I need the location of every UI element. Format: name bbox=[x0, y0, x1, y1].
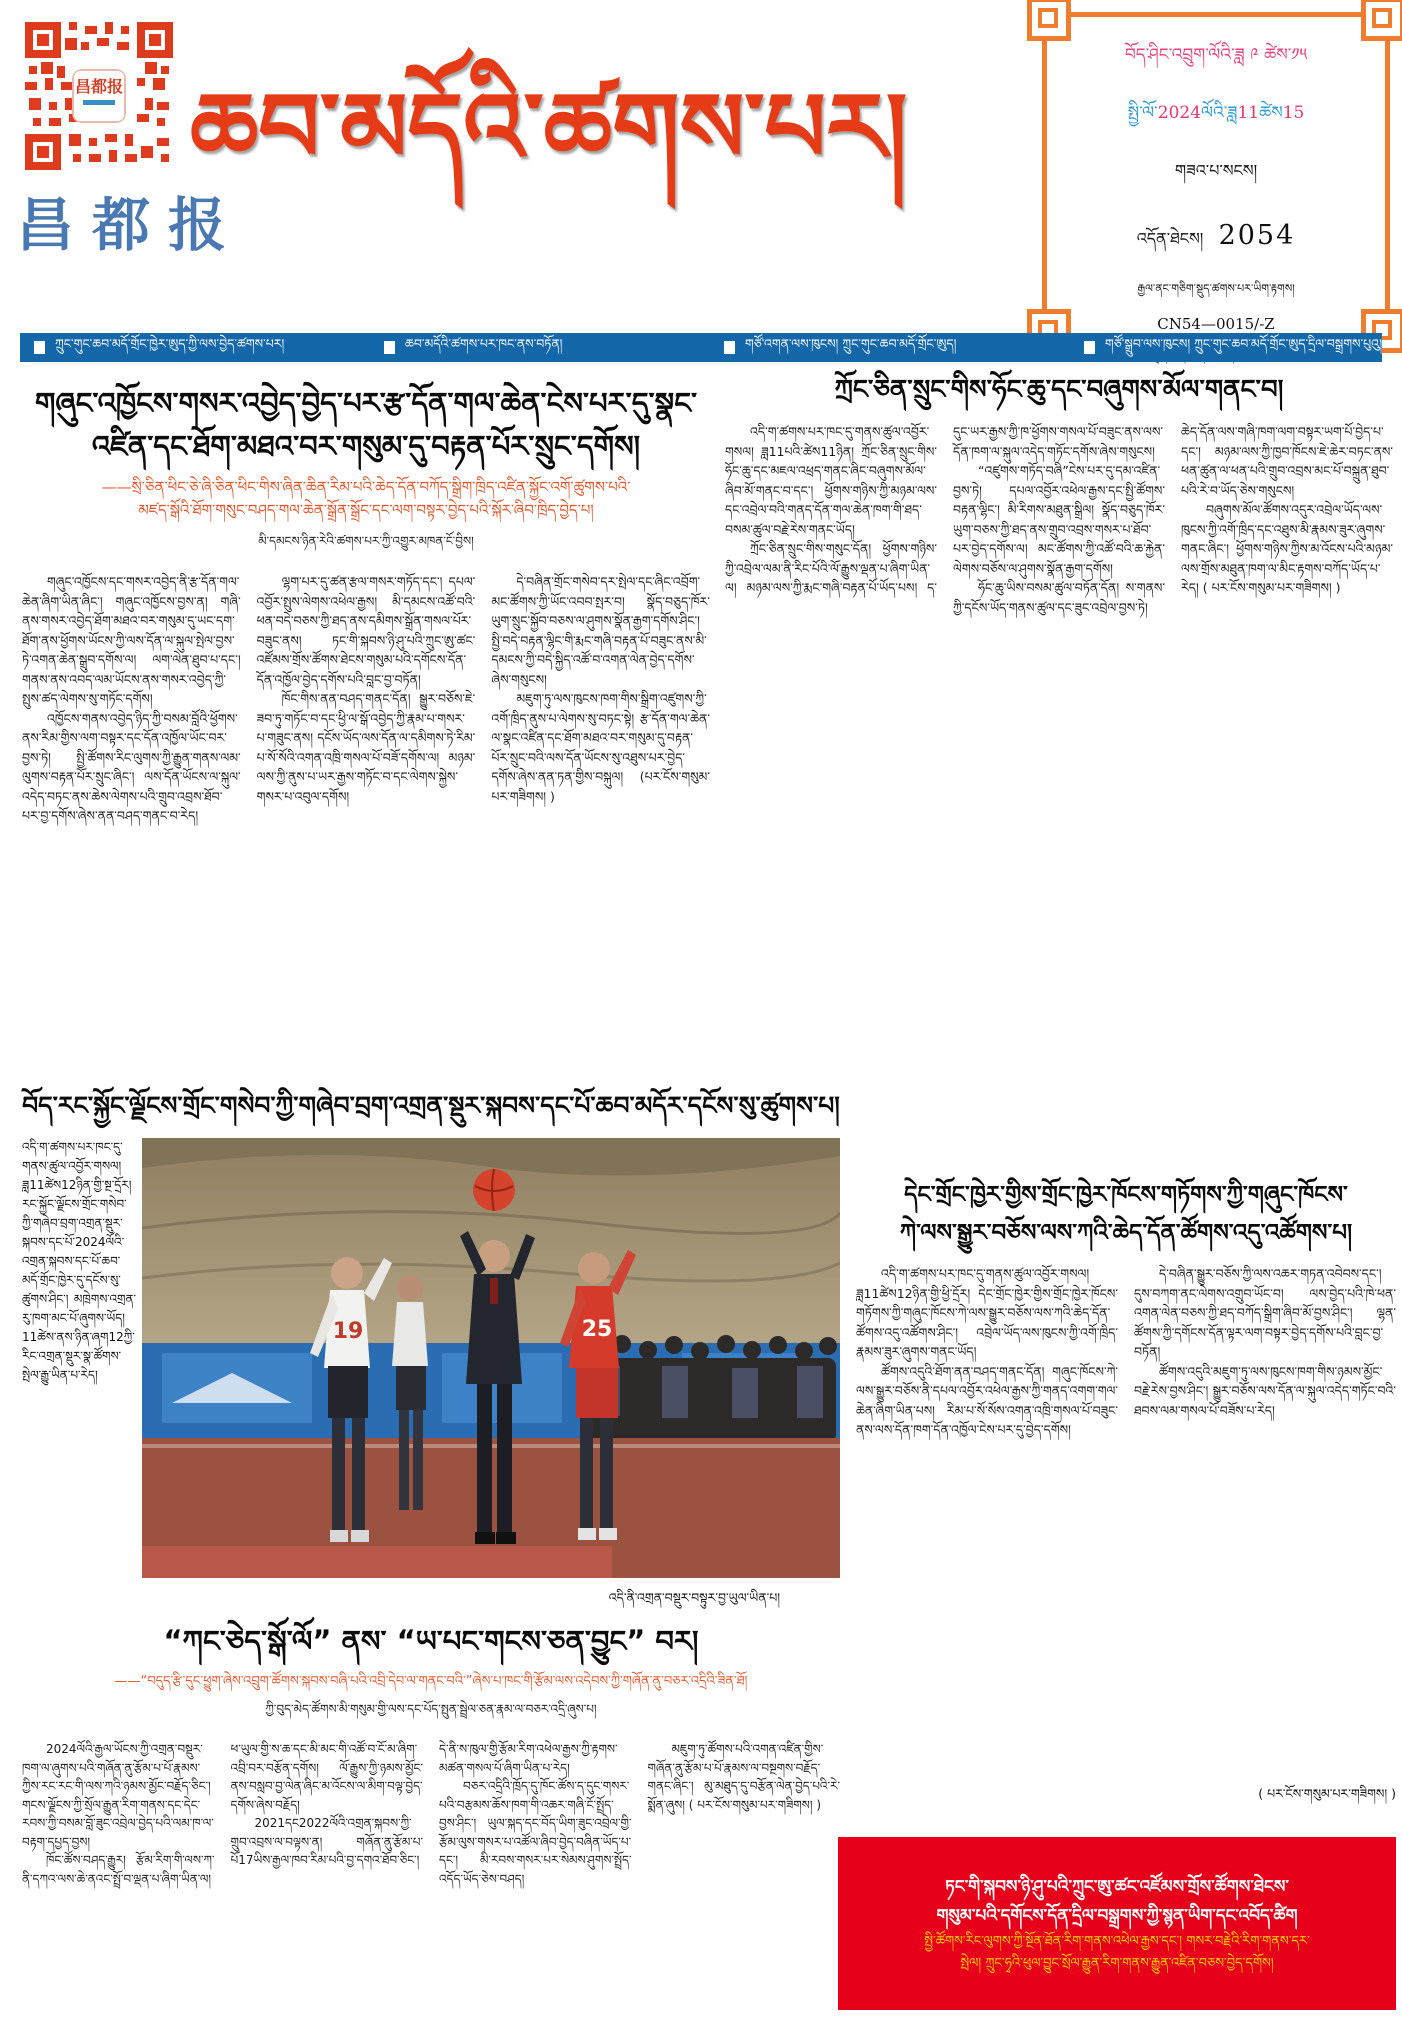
cn-serial-number: CN54—0015/-Z bbox=[1157, 315, 1275, 333]
article-lead-headline: གཞུང་འཁྱོངས་གསར་འབྱེད་བྱེད་པར་རྩ་དོན་གལ་ཆེན་ངེས་པར་དུ་སྣང་ འཛིན་དང་ཐོག་མཐའ་བར་གསུམ་དུ་བརྟན་པོར་སྲུང་དགོས། bbox=[34, 386, 698, 463]
article-meeting bbox=[725, 370, 1393, 1112]
photo-caption: འདི་ནི་འགྲན་བསྡུར་བསྟུར་བྱ་ཡུལ་ཡིན་པ། bbox=[608, 1590, 780, 1605]
article-reform bbox=[856, 1176, 1396, 1815]
article-meeting-body bbox=[725, 422, 1393, 1112]
square-bullet-icon bbox=[34, 341, 45, 354]
article-basketball-intro: འདི་ག་ཚགས་པར་ཁང་དུ་གནས་ཚུལ་འབྱོར་གསལ། ཟླ11ཚེས12ཉིན་གྱི་སྔ་དྲོར། རང་སྐྱོང་ལྗོངས་གྲོང་གསེབ་ཀྱི་གཞེབ་བྲག་འགྲན་སྡུར་སྐབས་དང་པོ་2024ལོའི་འགྲན་སྐབས་དང་པོ་ཆབ་མདོ་གྲོང་ཁྱེར་དུ་དངོས་སུ་ཚུགས་ཤིང་། མཁྲེགས་འགྲན་རུ་ཁག་མང་པོ་ཞུགས་ཡོད། 11ཚེས་ནས་ཉིན་ཞག12ཀྱི་རིང་འགྲན་སྡུར་སྣ་ཚོགས་སྤེལ་རྒྱུ་ཡིན་པ་རེད། bbox=[22, 1140, 136, 1382]
svg-text:19: 19 bbox=[332, 1319, 364, 1344]
svg-text:25: 25 bbox=[581, 1317, 613, 1342]
frame-corner-ornament bbox=[1027, 0, 1071, 41]
frame-corner-ornament bbox=[1361, 0, 1402, 41]
body-paragraph: འདི་ག་ཚགས་པར་ཁང་དུ་གནས་ཚུལ་འབྱོར་གསལ། ཟླ11པའི་ཚེས11ཉིན། ཀྲོང་ཅིན་སྲུང་གིས་ཧོང་ཆུ་དང་མཇལ་འཕྲད་གནང་ཞིང་བཞུགས་མོལ་ཞིབ་མོ་གནང་བ་དང་། ཕྱོགས་གཉིས་ཀྱི་མཉམ་ལས་དང་འབྲེལ་བའི་གནད་དོན་གལ་ཆེན་ཁག་གི་ཐད་བསམ་ཚུལ་བརྗེ་རེས་གནང་ཡོད། bbox=[725, 424, 937, 537]
slogan-line: སྤེལ། ཀྲུང་ཧྭའི་ཕུལ་བྱུང་སྲོལ་རྒྱུན་རིག་གནས་རྒྱུན་འཛིན་བཅས་བྱེད་དགོས། bbox=[960, 1955, 1274, 1971]
gregorian-date: སྤྱི་ལོ་2024ལོའི་ཟླ11ཚེས15 bbox=[1127, 103, 1305, 123]
body-paragraph: གཞུང་འཁྱོངས་དང་གསར་འབྱེད་ནི་རྩ་དོན་གལ་ཆེན་ཞིག་ཡིན་ཞིང་། གཞུང་འཁྱོངས་བྱས་ན། གཞི་ནས་གསར་འབྱེད་ཐོག་མཐའ་བར་གསུམ་དུ་ཡང་དག་ཐོག་ནས་ཕྱོགས་ཡོངས་ཀྱི་ལས་དོན་ལ་སྐུལ་སྤེལ་བྱས་ཏེ་འགན་ཆེན་སྒྲུབ་དགོས་ལ། ལག་ལེན་ཐུབ་པ་དང་། གནས་ནས་འབད་ལམ་ཡོངས་ནས་གསར་འབྱེད་ཀྱི་སྤུས་ཚད་ལེགས་སུ་གཏོང་དགོས། bbox=[22, 574, 241, 706]
slogan-line: སྤྱི་ཚོགས་རིང་ལུགས་ཀྱི་སྔོན་ཐོན་རིག་གནས་འཕེལ་རྒྱས་དང་། གསར་བརྗེའི་རིག་གནས་དར་ bbox=[924, 1933, 1310, 1949]
qr-center-label: 昌都报 bbox=[74, 77, 124, 96]
tibetan-calendar-date: བོད་ཤིང་འབྲུག་ལོའི་ཟླ ༩ ཚེས་༡༥ bbox=[1124, 45, 1308, 65]
slogan-line: གསུམ་པའི་དགོངས་དོན་དྲིལ་བསྒྲགས་ཀྱི་སྙན་ཡིག་དང་འབོད་ཚིག bbox=[936, 1905, 1298, 1926]
issue-number: འདོན་ཐེངས། 2054 bbox=[1136, 220, 1296, 251]
article-interview-headline: “ཀང་ཅེད་སྒོ་ལོ” ནས་ “ཡ་པང་གངས་ཅན་བྱུང” བར། bbox=[163, 1624, 699, 1658]
body-paragraph: ཁོང་ཚོས་བཤད་རྒྱུར། རྩོམ་རིག་གི་ལས་ཀ་ནི་དཀའ་ལས་ཆེ་ནའང་སྤྲོ་བ་ལྡན་པ་ཞིག་ཡིན་ལ། ཕ་ཡུལ་གྱི་ས་ཆ་དང་མི་མང་གི་འཚོ་བ་ངོ་མ་ཞིག་འབྲི་བར་བརྩོན་དགོས། ལོ་རྒྱུས་ཀྱི་ཉམས་མྱོང་ནས་བསླབ་བྱ་ལེན་ཞིང་མ་འོངས་ལ་མིག་བལྟ་བྱེད་དགོས་ཞེས་བརྗོད། bbox=[22, 1742, 423, 1886]
body-paragraph: 2024ལོའི་རྒྱལ་ཡོངས་ཀྱི་འགྲན་བསྡུར་ཁག་ལ་ཞུགས་པའི་གཞོན་ནུ་རྩོམ་པ་པོ་རྣམས་ཀྱིས་རང་རང་གི་ལས་ཀའི་ཉམས་མྱོང་བརྗོད་ཅིང་། གངས་ལྗོངས་ཀྱི་སྲོལ་རྒྱུན་རིག་གནས་དང་དེང་རབས་ཀྱི་བསམ་བློ་ཟུང་འབྲེལ་བྱེད་པའི་ལམ་ཁ་ལ་བརྟག་དཔྱད་བྱས། bbox=[22, 1742, 214, 1849]
body-paragraph: འཁྱོངས་གནས་འབྱེད་ཉིད་ཀྱི་བསམ་བློའི་ཕྱོགས་ནས་རིམ་གྱིས་ལག་བསྟར་དང་དོན་འཁྱོལ་ཡོང་བར་བྱས་ཏེ། སྤྱི་ཚོགས་རིང་ལུགས་ཀྱི་རྒྱུན་གནས་ལམ་ལུགས་བརྟན་པོར་སྲུང་ཞིང་། ལས་དོན་ཡོངས་ལ་སྐུལ་འདེད་བཏང་ནས་ཆེས་ལེགས་པའི་གྲུབ་འབྲས་ཐོབ་པར་བྱ་དགོས་ཞེས་ནན་བཤད་གནང་བ་རེད། bbox=[22, 710, 241, 823]
slogan-line: ཏང་གི་སྐབས་ཉི་ཤུ་པའི་ཀྲུང་ཨུ་ཚང་འཛོམས་གྲོས་ཚོགས་ཐེངས་ bbox=[945, 1876, 1289, 1897]
body-paragraph: ཁོང་གིས་ནན་བཤད་གནང་དོན། སྒྱུར་བཅོས་ཇེ་ཟབ་ཏུ་གཏོང་བ་དང་ཕྱི་ལ་སྒོ་འབྱེད་ཀྱི་རྣམ་པ་གསར་པ་གཟུང་ནས། དངོས་ཡོད་ལས་དོན་ལ་དམིགས་ཏེ་རིམ་པ་སོ་སོའི་འགན་འཁྲི་གསལ་པོ་བཟོ་དགོས་ལ། མཉམ་ལས་ཀྱི་ནུས་པ་ཡར་རྒྱས་གཏོང་བ་དང་ལེགས་སྐྱེས་གསར་པ་འབུལ་དགོས། bbox=[256, 691, 476, 804]
publisher-bar-item: གཙོ་འགན་ལས་ཁུངས། ཀྲུང་གུང་ཆབ་མདོ་གྲོང་ཨུད། bbox=[710, 330, 1070, 365]
body-paragraph: མཇུག་ཏུ་ལས་ཁུངས་ཁག་གིས་སྒྲིག་འཛུགས་ཀྱི་འགོ་ཁྲིད་ནུས་པ་ལེགས་སུ་བཏང་སྟེ། རྩ་དོན་གལ་ཆེན་ལ་སྣང་འཛིན་དང་ཐོག་མཐའ་བར་གསུམ་དུ་བརྟན་པོར་སྲུང་བའི་ལས་དོན་ཡོངས་སུ་འཐུས་པར་བྱེད་དགོས་ཞེས་ནན་ཏན་གྱིས་བསྐུལ། (པར་ངོས་གསུམ་པར་གཟིགས། ) bbox=[491, 691, 710, 804]
article-lead-subhead: ——སྲི་ཅིན་ཕིང་ཅེ་ཞི་ཅིན་ཕིང་གིས་ཞིན་ཆིན་རིམ་པའི་ཆེད་དོན་བཀོད་སྒྲིག་ཁྲིད་འཛིན་སྐྱོང་འགོ་ཚུགས་པའི་ མཛད་སྒོའི་ཐོག་གསུང་བཤད་གལ་ཆེན་སྒྲོན་སྒྲོང་དང་ལག་བསྟར་བྱེད་པའི་སྐོར་ཞིབ་ཁྲིད་བྱེད་པ། bbox=[101, 478, 631, 519]
masthead-chinese: 昌都报 bbox=[16, 191, 245, 259]
body-paragraph: འདི་ག་ཚགས་པར་ཁང་དུ་གནས་ཚུལ་འབྱོར་གསལ། ཟླ11ཚེས12ཉིན་གྱི་ཕྱི་དྲོར། དེང་གྲོང་ཁྱེར་གྱིས་གྲོང་ཁྱེར་ཁོངས་གཏོགས་ཀྱི་གཞུང་ཁོངས་ཀེ་ལས་སྒྱུར་བཅོས་ལས་ཀའི་ཆེད་དོན་ཚོགས་འདུ་འཚོགས་ཤིང་། འབྲེལ་ཡོད་ལས་ཁུངས་ཀྱི་འགོ་ཁྲིད་རྣམས་ཟུར་ཞུགས་གནང་ཡོད། bbox=[856, 1266, 1118, 1359]
body-paragraph: དེ་བཞིན་སྒྱུར་བཅོས་ཀྱི་ལས་འཆར་གཏན་འབེབས་དང་། དུས་བཀག་ནང་ལེགས་འགྲུབ་ཡོང་བ། ལས་བྱེད་པའི་ཁེ་ཕན་འགན་ལེན་བཅས་ཀྱི་ཐད་བཀོད་སྒྲིག་ཞིབ་མོ་བྱས་ཤིང་། ལྷན་ཚོགས་ཀྱི་དགོངས་དོན་ལྟར་ལག་བསྟར་བྱེད་དགོས་པའི་བླང་བྱ་བཏོན། bbox=[1134, 1266, 1396, 1359]
article-reform-body bbox=[856, 1264, 1396, 1776]
slogan-box bbox=[838, 1837, 1396, 2010]
article-meeting-headline: ཀྲོང་ཅིན་སྲུང་གིས་ཧོང་ཆུ་དང་བཞུགས་མོལ་གནང་བ། bbox=[834, 375, 1284, 405]
basketball-photo bbox=[142, 1138, 840, 1578]
body-paragraph: དེ་བཞིན་གྲོང་གསེབ་དར་སྤེལ་དང་ཞིང་འབྲོག་མང་ཚོགས་ཀྱི་ཡོང་འབབ་སྤར་བ། སྣོད་བཅུད་ཁོར་ཡུག་སྲུང་སྐྱོབ་བཅས་ལ་ཤུགས་སྣོན་རྒྱག་དགོས་ཤིང་། སྤྱི་བདེ་བརྟན་ལྷིང་གི་རྨང་གཞི་བརྟན་པོ་བཟུང་ནས་མི་དམངས་ཀྱི་བདེ་སྐྱིད་འཚོ་བ་འགན་ལེན་བྱེད་དགོས་ཞེས་གསུངས། bbox=[491, 574, 710, 687]
body-paragraph: “འཛུགས་གཏོད་བཞི”ངེས་པར་དུ་དམ་འཛིན་བྱས་ཏེ། དཔལ་འབྱོར་འཕེལ་རྒྱས་དང་སྤྱི་ཚོགས་བརྟན་ལྷིང་། མི་རིགས་མཐུན་སྒྲིལ། སྣོད་བཅུད་ཁོར་ཡུག་བཅས་ཀྱི་ཐད་ནས་གྲུབ་འབྲས་གསར་པ་ཐོབ་པར་བྱེད་དགོས་ལ། མང་ཚོགས་ཀྱི་འཚོ་བའི་ཆ་རྐྱེན་ལེགས་བཅོས་ལ་ཤུགས་སྣོན་རྒྱག་དགོས། bbox=[953, 463, 1165, 576]
body-paragraph: ཧོང་ཆུ་ཡིས་བསམ་ཚུལ་བཏོན་དོན། ས་གནས་ཀྱི་དངོས་ཡོད་གནས་ཚུལ་དང་ཟུང་འབྲེལ་བྱས་ཏེ། ཆེད་དོན་ལས་གཞི་ཁག་ལག་བསྟར་ཡག་པོ་བྱེད་པ་དང་། མཉམ་ལས་ཀྱི་ཁྱབ་ཁོངས་ཇེ་ཆེར་བཏང་ནས་ཕན་ཚུན་ལ་ཕན་པའི་གྲུབ་འབྲས་མང་པོ་བསྐྲུན་ཐུབ་པའི་རེ་བ་ཡོད་ཅེས་གསུངས། bbox=[953, 424, 1393, 615]
article-interview-byline: ཀྱི་བུད་མེད་ཚོགས་མི་གསུམ་གྱི་ལས་དང་པོད་སྤུན་སྦྲེལ་ཅན་རྣམ་ལ་བཅར་འདྲི་ཞུས་པ། bbox=[265, 1702, 597, 1716]
publisher-bar-item: ཀྲུང་གུང་ཆབ་མདོ་གྲོང་ཁྱེར་ཨུད་ཀྱི་ལས་བྱེད་ཚགས་པར། bbox=[20, 330, 370, 365]
body-paragraph: བཞུགས་མོལ་ཚོགས་འདུར་འབྲེལ་ཡོད་ལས་ཁུངས་ཀྱི་འགོ་ཁྲིད་དང་འཐུས་མི་རྣམས་ཟུར་ཞུགས་གནང་ཞིང་། ཕྱོགས་གཉིས་ཀྱིས་མ་འོངས་པའི་མཉམ་ལས་གྲོས་མཐུན་ཁག་ལ་མིང་རྟགས་བཀོད་ཡོད་པ་རེད། ( པར་ངོས་གསུམ་པར་གཟིགས། ) bbox=[1181, 502, 1393, 595]
body-paragraph: ཚོགས་འདུའི་ཐོག་ནན་བཤད་གནང་དོན། གཞུང་ཁོངས་ཀེ་ལས་སྒྱུར་བཅོས་ནི་དཔལ་འབྱོར་འཕེལ་རྒྱས་ཀྱི་གནད་འགག་གལ་ཆེན་ཞིག་ཡིན་པས། རིམ་པ་སོ་སོས་འགན་འཁྲི་གསལ་པོ་བཟུང་ནས་ལས་དོན་ཁག་དོན་འཁྱོལ་ངེས་པར་དུ་བྱེད་དགོས། bbox=[856, 1363, 1118, 1437]
body-paragraph: མཇུག་ཏུ་ཚོགས་པའི་འགན་འཛིན་གྱིས་གཞོན་ནུ་རྩོམ་པ་པོ་རྣམས་ལ་བསྔགས་བརྗོད་གནང་ཞིང་། མུ་མཐུད་དུ་བརྩོན་ལེན་བྱེད་པའི་རེ་སྨོན་ཞུས། ( པར་ངོས་གསུམ་པར་གཟིགས། ) bbox=[647, 1742, 840, 1812]
body-paragraph: བཅར་འདྲིའི་ཁྲོད་དུ་ཁོང་ཚོས་ད་དུང་གསར་པའི་བརྩམས་ཆོས་ཁག་གི་འཆར་གཞི་ངོ་སྤྲོད་བྱས་ཤིང་། ཡུལ་སྐད་དང་བོད་ཡིག་ཟུང་འབྲེལ་གྱི་རྩོམ་ལུས་གསར་པ་འཚོལ་ཞིབ་བྱེད་བཞིན་ཡོད་པ་དང་། མི་རབས་གསར་པར་སེམས་ཤུགས་སྤྲོད་འདོད་ཡོད་ཅེས་བཤད། bbox=[439, 1779, 632, 1886]
body-paragraph: ཀྲོང་ཅིན་སྲུང་གིས་གསུང་དོན། ཕྱོགས་གཉིས་ཀྱི་འབྲེལ་ལམ་ནི་རིང་པོའི་ལོ་རྒྱུས་ལྡན་པ་ཞིག་ཡིན་ལ། མཉམ་ལས་ཀྱི་རྨང་གཞི་བརྟན་པོ་ཡོད་པས། ད་དུང་ཡར་རྒྱས་ཀྱི་ཁ་ཕྱོགས་གསལ་པོ་བཟུང་ནས་ལས་དོན་ཁག་ལ་སྐུལ་འདེད་གཏོང་དགོས་ཞེས་གསུངས། bbox=[725, 424, 1164, 595]
issue-infobox bbox=[1042, 12, 1390, 338]
body-paragraph: 2021དང2022ལོའི་འགྲན་སྐབས་ཀྱི་གྲུབ་འབྲས་ལ་བལྟས་ན། གཞོན་ནུ་རྩོམ་པ་པོ17ཡིས་རྒྱལ་ཁབ་རིམ་པའི་བྱ་དགའ་ཐོབ་ཅིང་། དེ་ནི་ས་ཁུལ་གྱི་རྩོམ་རིག་འཕེལ་རྒྱས་ཀྱི་རྟགས་མཚན་གསལ་པོ་ཞིག་ཡིན་པ་རེད། bbox=[230, 1742, 618, 1867]
article-reform-attribution: ( པར་ངོས་གསུམ་པར་གཟིགས། ) bbox=[1258, 1786, 1396, 1801]
body-paragraph: ཚོགས་འདུའི་མཇུག་ཏུ་ལས་ཁུངས་ཁག་གིས་ཉམས་མྱོང་བརྗེ་རེས་བྱས་ཤིང་། སྒྱུར་བཅོས་ལས་དོན་ལ་སྐུལ་འདེད་གཏོང་བའི་ཐབས་ལམ་གསལ་པོ་བཟོས་པ་རེད། bbox=[1134, 1363, 1396, 1418]
publisher-bar-item: ཆབ་མདོའི་ཚགས་པར་ཁང་ནས་བཏོན། bbox=[370, 330, 710, 365]
publisher-bar bbox=[20, 333, 1382, 362]
article-interview-subhead: ——“བདུད་རྩི་དུང་ཕྱུག་ཞེས་འབྲུག་ཚོགས་སྐབས་བཞི་པའི་འབྲི་དེབ་ལ་གནང་བའི་”ཞེས་པ་ཁང་གི་རྩོམ་ལས་འདེབས་ཀྱི་གཞོན་ནུ་བཅར་འདྲིའི་ཟིན་ཐོ། bbox=[114, 1674, 748, 1689]
registration-note: རྒྱལ་ནང་གཅིག་སྡུད་ཚགས་པར་ཡིག་རྟགས། bbox=[1137, 282, 1295, 295]
article-lead-body bbox=[22, 572, 710, 1090]
body-paragraph: ལྷག་པར་དུ་ཚན་རྩལ་གསར་གཏོད་དང་། དཔལ་འབྱོར་སྤུས་ལེགས་འཕེལ་རྒྱས། མི་དམངས་འཚོ་བའི་ཕན་བདེ་བཅས་ཀྱི་ཐད་ནས་དམིགས་སྒྲོན་གསལ་པོར་བཟུང་ནས། ཏང་གི་སྐབས་ཉི་ཤུ་པའི་ཀྲུང་ཨུ་ཚང་འཛོམས་གྲོས་ཚོགས་ཐེངས་གསུམ་པའི་དགོངས་དོན་དོན་འཁྱོལ་བྱེད་དགོས་པའི་བླང་བྱ་བཏོན། bbox=[256, 574, 476, 687]
square-bullet-icon bbox=[384, 341, 395, 354]
article-interview bbox=[22, 1618, 840, 2032]
publisher-bar-item: གཙོ་སྒྲུབ་ལས་ཁུངས། ཀྲུང་གུང་ཆབ་མདོ་གྲོང་ཨུད་དྲིལ་བསྒྲགས་པུའུ། bbox=[1070, 330, 1382, 365]
square-bullet-icon bbox=[1084, 341, 1095, 354]
masthead-tibetan: ཆབ་མདོའི་ཚགས་པར། bbox=[190, 72, 908, 184]
article-reform-headline: དེང་གྲོང་ཁྱེར་གྱིས་གྲོང་ཁྱེར་ཁོངས་གཏོགས་ཀྱི་གཞུང་ཁོངས་ ཀེ་ལས་སྒྱུར་བཅོས་ལས་ཀའི་ཆེད་དོན་ཚོགས་འདུ་འཚོགས་པ། bbox=[899, 1182, 1353, 1246]
article-interview-body bbox=[22, 1740, 840, 2032]
square-bullet-icon bbox=[724, 341, 735, 354]
weekday: གཟའ་པ་སངས། bbox=[1174, 161, 1258, 180]
article-basketball-headline: བོད་རང་སྐྱོང་ལྗོངས་གྲོང་གསེབ་ཀྱི་གཞེབ་བྲག་འགྲན་སྡུར་སྐབས་དང་པོ་ཆབ་མདོར་དངོས་སུ་ཚུགས་པ། bbox=[22, 1091, 840, 1120]
article-lead-byline: མི་དམངས་ཉིན་རེའི་ཚགས་པར་ཀྱི་འགྱུར་མཁན་ངོ་བྱིས། bbox=[258, 534, 474, 548]
qr-code bbox=[25, 22, 173, 170]
article-lead bbox=[22, 382, 710, 1090]
